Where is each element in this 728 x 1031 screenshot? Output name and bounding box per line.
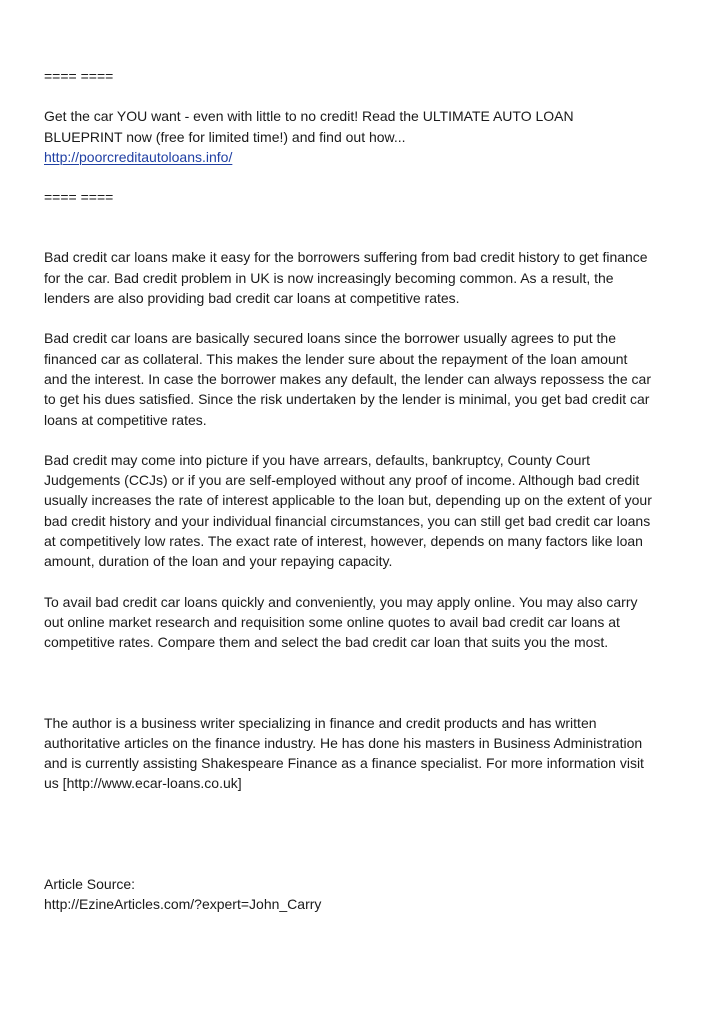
paragraph-line: Bad credit may come into picture if you have arrears, defaults, bankruptcy, County Court (44, 451, 590, 468)
paragraph-line: Bad credit car loans make it easy for the borrowers suffering from bad credit history to get finance (44, 249, 648, 266)
author-bio (44, 713, 694, 794)
paragraph-line: To avail bad credit car loans quickly and conveniently, you may apply online. You may also carry (44, 593, 638, 610)
promo-link[interactable]: http://poorcreditautoloans.info/ (44, 148, 233, 165)
paragraph-line: amount, duration of the loan and your repaying capacity. (44, 553, 393, 570)
paragraph-line: Bad credit car loans are basically secured loans since the borrower usually agrees to put the (44, 330, 616, 347)
paragraph-line: loans at competitive rates. (44, 411, 207, 428)
article-paragraph (44, 450, 694, 572)
header-separator: ==== ==== (44, 68, 114, 84)
paragraph-line: Judgements (CCJs) or if you are self-employed without any proof of income. Although bad credit (44, 472, 640, 489)
paragraph-line: lenders are also providing bad credit car loans at competitive rates. (44, 290, 460, 307)
bio-line: and is currently assisting Shakespeare Finance as a finance specialist. For more information visit (44, 755, 644, 772)
paragraph-line: at competitively low rates. The exact rate of interest, however, depends on many factors like loan (44, 533, 643, 550)
paragraph-line: bad credit history and your individual financial circumstances, you can still get bad credit car loans (44, 512, 651, 529)
paragraph-line: and the interest. In case the borrower makes any default, the lender can always repossess the car (44, 370, 651, 387)
paragraph-line: financed car as collateral. This makes the lender sure about the repayment of the loan amount (44, 350, 628, 367)
source-label: Article Source: (44, 875, 136, 892)
promo-line: BLUEPRINT now (free for limited time!) and find out how... (44, 128, 406, 145)
article-paragraph (44, 592, 694, 653)
source-url[interactable]: http://EzineArticles.com/?expert=John_Carry (44, 896, 322, 913)
bio-line: us [http://www.ecar-loans.co.uk] (44, 775, 242, 792)
bio-line: authoritative articles on the finance industry. He has done his masters in Business Administration (44, 734, 643, 751)
article-paragraph (44, 328, 694, 429)
paragraph-line: out online market research and requisition some online quotes to avail bad credit car loans at (44, 613, 620, 630)
footer-separator: ==== ==== (44, 189, 114, 206)
paragraph-line: competitive rates. Compare them and select the bad credit car loan that suits you the most. (44, 634, 609, 651)
paragraph-line: for the car. Bad credit problem in UK is now increasingly becoming common. As a result, the (44, 269, 614, 286)
paragraph-line: to get his dues satisfied. Since the risk undertaken by the lender is minimal, you get bad credit car (44, 391, 650, 408)
promo-block (44, 106, 694, 167)
bio-line: The author is a business writer specializing in finance and credit products and has written (44, 714, 597, 731)
promo-line: Get the car YOU want - even with little to no credit! Read the ULTIMATE AUTO LOAN (44, 108, 574, 125)
document-page (44, 66, 694, 914)
article-source (44, 874, 694, 915)
article-paragraph (44, 247, 694, 308)
paragraph-line: usually increases the rate of interest applicable to the loan but, depending up on the extent of your (44, 492, 652, 509)
